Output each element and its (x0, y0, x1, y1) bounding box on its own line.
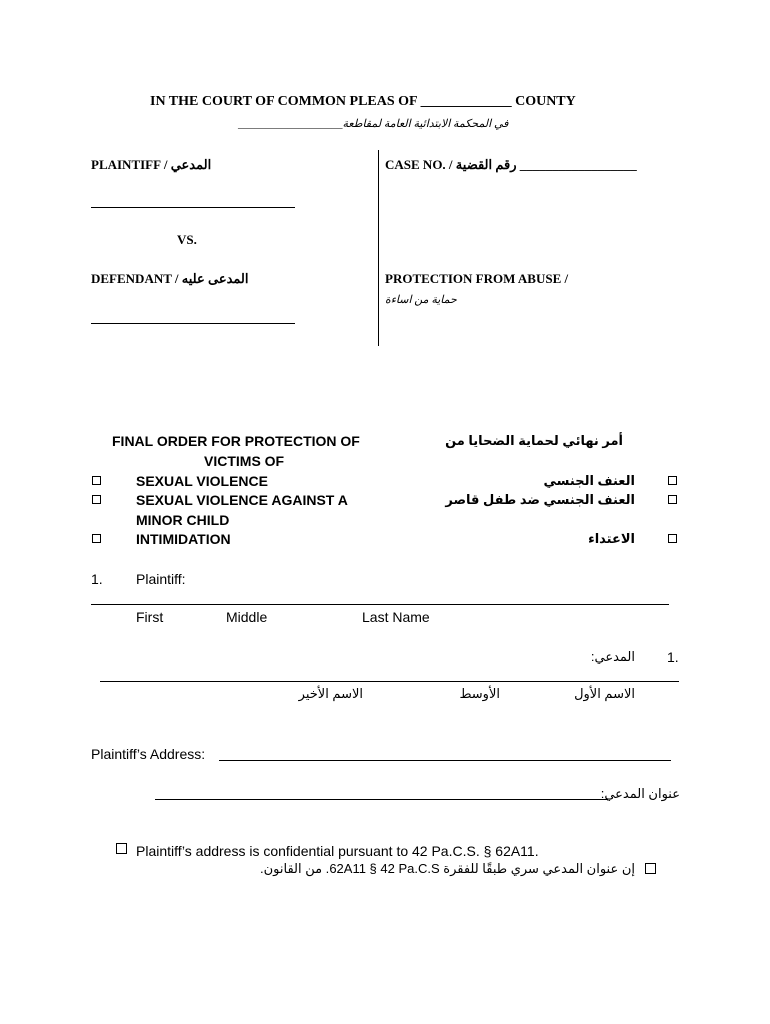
sexual-violence-minor-checkbox-arabic[interactable] (668, 495, 677, 504)
intimidation-checkbox[interactable] (92, 534, 101, 543)
sexual-violence-checkbox[interactable] (92, 476, 101, 485)
sexual-violence-label: SEXUAL VIOLENCE (136, 473, 268, 489)
last-name-caption-arabic: الاسم الأخير (298, 686, 363, 701)
court-heading: IN THE COURT OF COMMON PLEAS OF _____________ COUNTY (150, 94, 576, 109)
middle-name-caption: Middle (226, 609, 268, 625)
defendant-caption-label: DEFENDANT / المدعى عليه (91, 271, 249, 286)
middle-name-caption-arabic: الأوسط (459, 686, 500, 701)
protection-from-abuse-label: PROTECTION FROM ABUSE / (385, 271, 569, 286)
address-confidential-label: Plaintiff’s address is confidential pursuant to 42 Pa.C.S. § 62A11. (136, 843, 539, 859)
plaintiff-full-name-line[interactable] (91, 604, 669, 605)
sexual-violence-minor-label: SEXUAL VIOLENCE AGAINST A (136, 492, 348, 508)
first-name-caption-arabic: الاسم الأول (574, 686, 635, 701)
order-title-line1: FINAL ORDER FOR PROTECTION OF (112, 433, 360, 449)
address-confidential-checkbox[interactable] (116, 843, 127, 854)
intimidation-label-arabic: الاعتداء (588, 531, 635, 546)
sexual-violence-checkbox-arabic[interactable] (668, 476, 677, 485)
plaintiff-address-label: Plaintiff’s Address: (91, 746, 206, 762)
section-number: 1. (91, 571, 103, 587)
case-number-label: CASE NO. / رقم القضية __________________ (385, 157, 637, 172)
sexual-violence-label-arabic: العنف الجنسي (543, 473, 635, 488)
order-title-arabic: أمر نهائي لحماية الضحايا من (445, 433, 623, 448)
plaintiff-name-line[interactable] (91, 207, 295, 208)
intimidation-label: INTIMIDATION (136, 531, 231, 547)
address-confidential-checkbox-arabic[interactable] (645, 863, 656, 874)
order-title-line2: VICTIMS OF (204, 453, 285, 469)
plaintiff-address-label-arabic: عنوان المدعي: (600, 786, 680, 801)
plaintiff-caption-label: PLAINTIFF / المدعي (91, 157, 212, 172)
plaintiff-address-line-arabic[interactable] (155, 799, 608, 800)
plaintiff-address-line[interactable] (219, 760, 671, 761)
last-name-caption: Last Name (362, 609, 430, 625)
caption-divider (378, 150, 379, 346)
plaintiff-name-label: Plaintiff: (136, 571, 186, 587)
court-heading-arabic: في المحكمة الابتدائية العامة لمقاطعة___________________ (238, 118, 509, 130)
sexual-violence-minor-label-arabic: العنف الجنسي ضد طفل قاصر (445, 492, 635, 507)
first-name-caption: First (136, 609, 164, 625)
defendant-name-line[interactable] (91, 323, 295, 324)
plaintiff-full-name-line-arabic[interactable] (100, 681, 679, 682)
sexual-violence-minor-label-line2: MINOR CHILD (136, 512, 230, 528)
plaintiff-name-label-arabic: المدعي: (590, 649, 635, 664)
intimidation-checkbox-arabic[interactable] (668, 534, 677, 543)
sexual-violence-minor-checkbox[interactable] (92, 495, 101, 504)
versus-label: VS. (177, 232, 197, 247)
protection-from-abuse-arabic: حماية من اساءة (385, 294, 457, 306)
address-confidential-label-arabic: إن عنوان المدعي سري طبقًا للفقرة 62A11 § 42 Pa.C.S. من القانون. (260, 861, 635, 876)
section-number-arabic: 1. (667, 649, 679, 665)
